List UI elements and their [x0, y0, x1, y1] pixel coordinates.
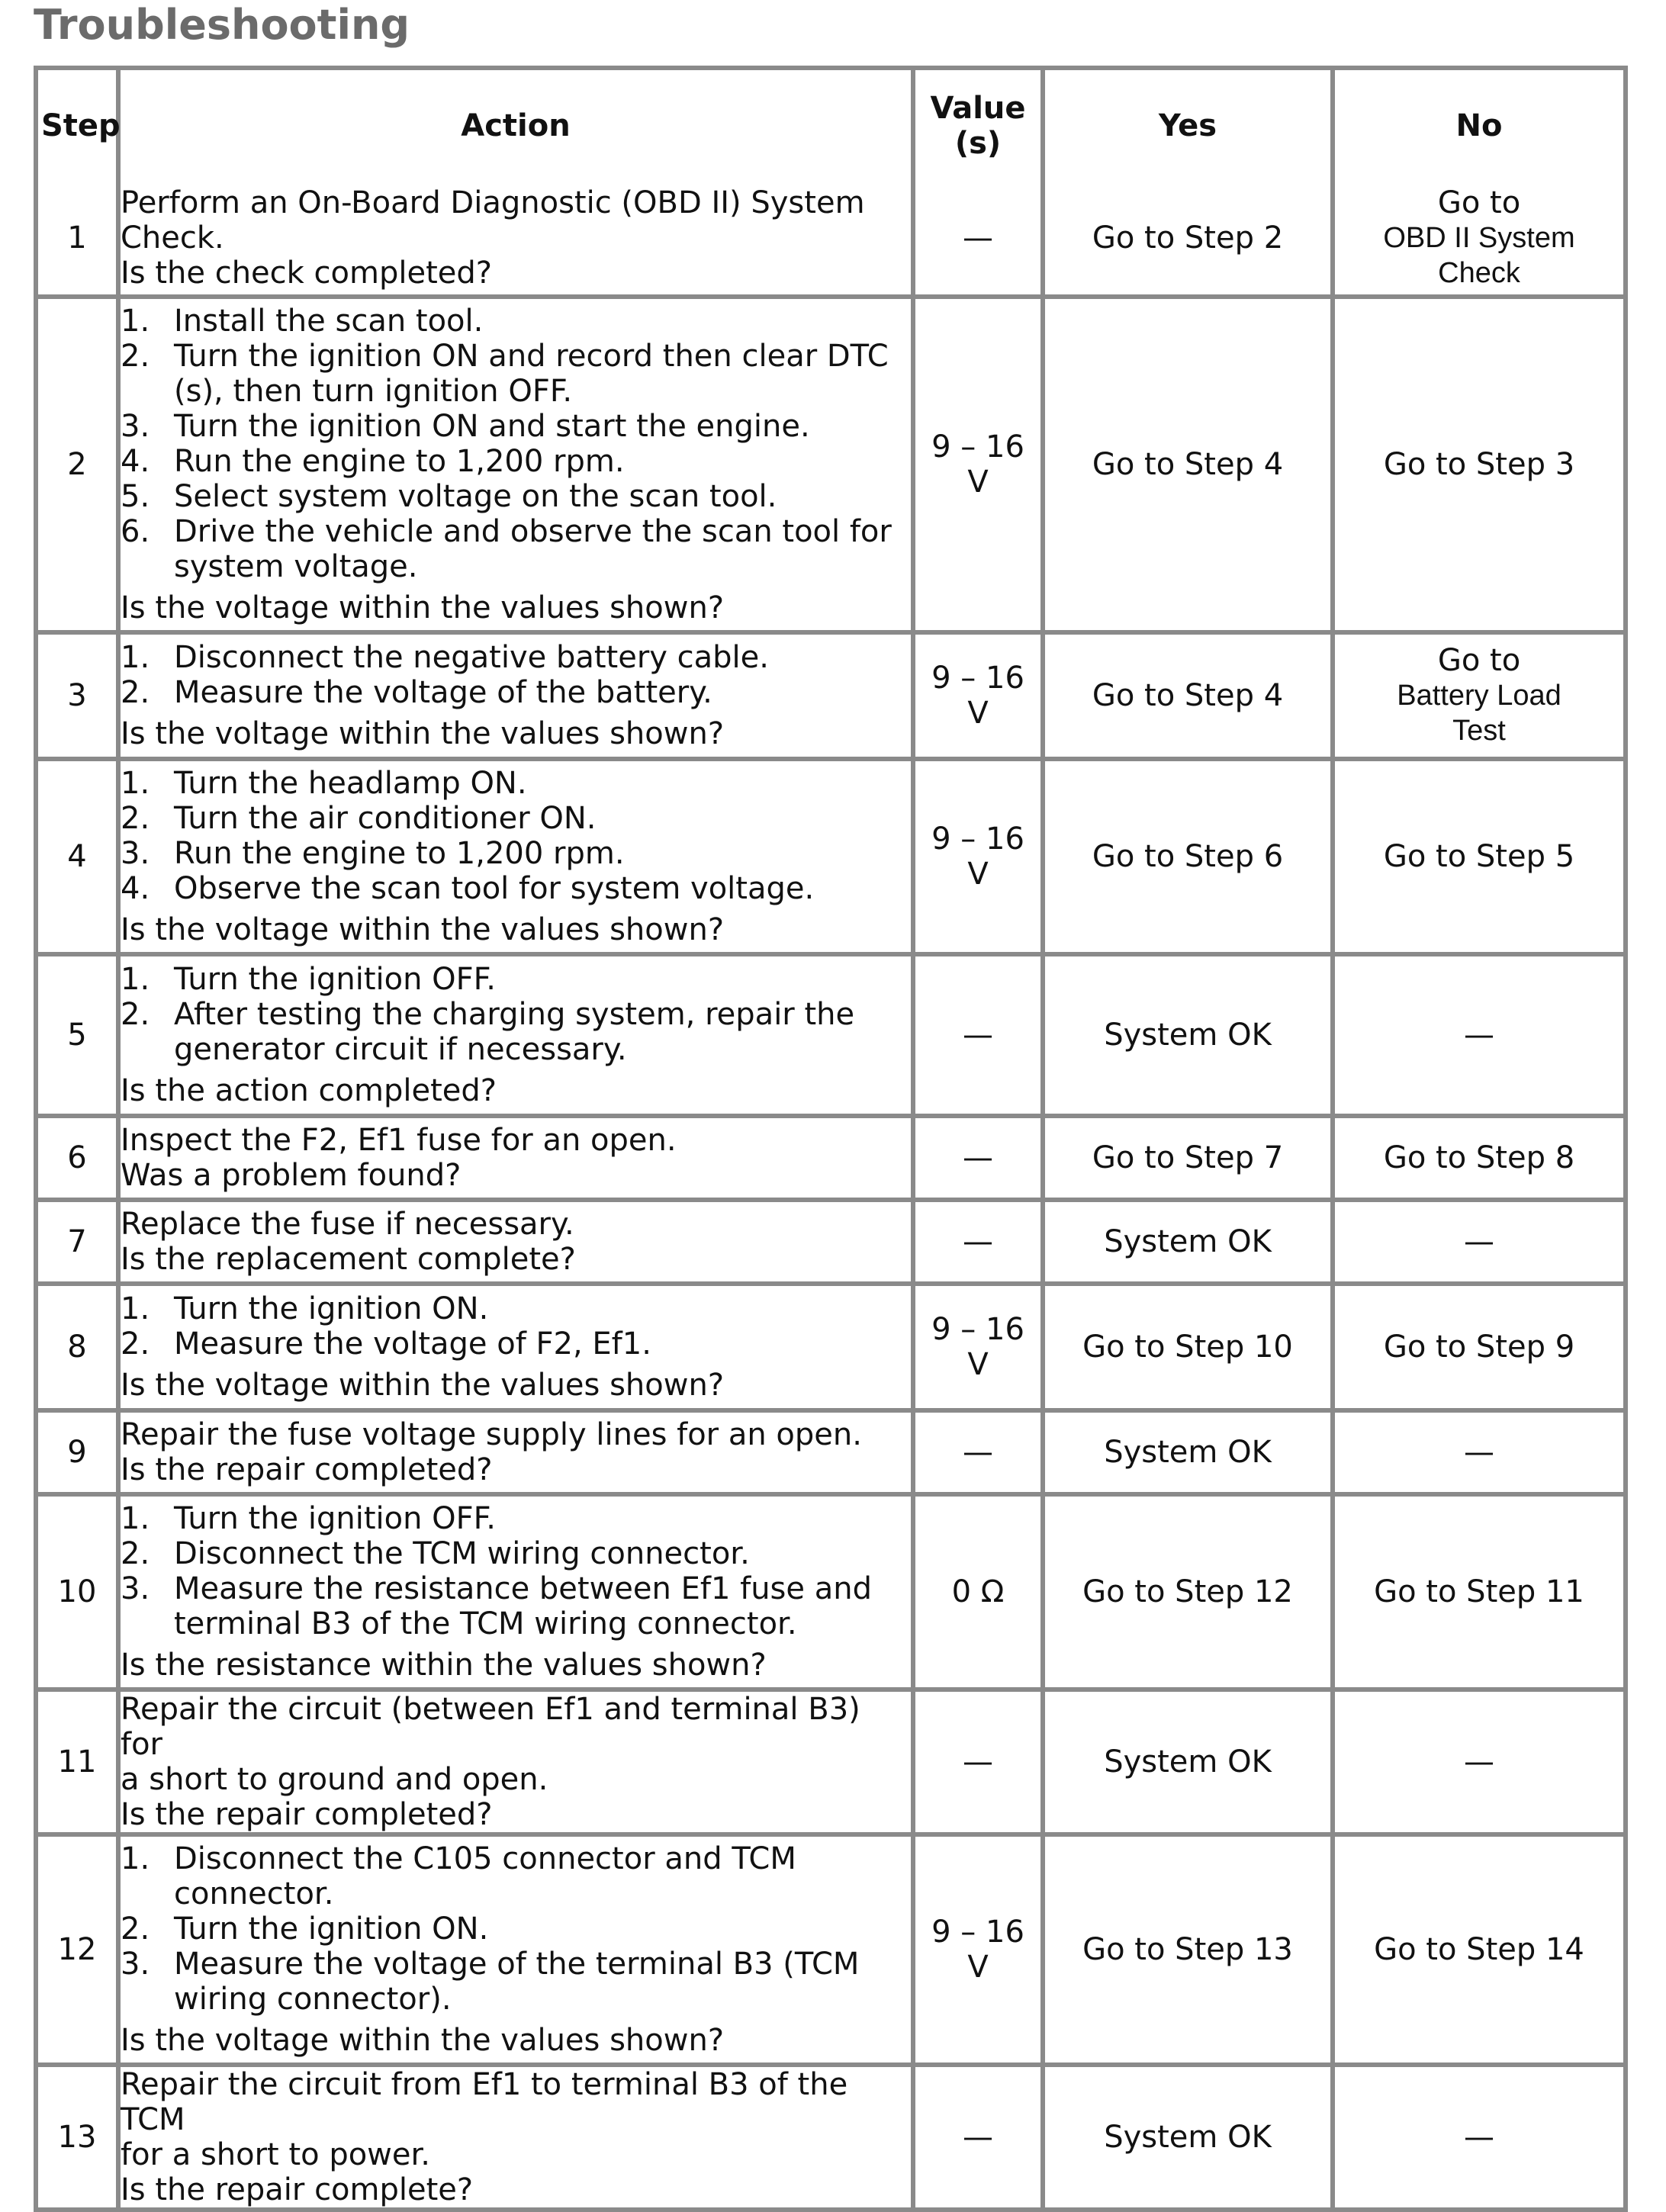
step-text: Drive the vehicle and observe the scan tool for system voltage.	[174, 514, 892, 584]
action-step	[121, 339, 911, 409]
step-text: Measure the resistance between Ef1 fuse and terminal B3 of the TCM wiring connector.	[174, 1571, 872, 1641]
step-text: Measure the voltage of F2, Ef1.	[174, 1326, 651, 1362]
step-index: 1.	[121, 962, 150, 997]
value-cell	[915, 1286, 1045, 1413]
step-text: Install the scan tool.	[174, 304, 484, 339]
step-index: 2.	[121, 675, 150, 710]
step-index: 2.	[121, 1911, 150, 1947]
action-step	[121, 514, 911, 584]
action-question: Is the voltage within the values shown?	[121, 2023, 725, 2058]
step-text: Disconnect the TCM wiring connector.	[174, 1536, 750, 1571]
step-index: 2.	[121, 801, 150, 836]
action-question: Is the voltage within the values shown?	[121, 912, 725, 947]
step-index: 2.	[121, 997, 150, 1032]
step-text: Turn the ignition ON.	[174, 1911, 489, 1947]
action-question: Is the resistance within the values shown?	[121, 1648, 767, 1683]
yes-cell: Go to Step 12	[1045, 1497, 1335, 1692]
step-number: 1	[38, 182, 121, 299]
value-cell: —	[915, 1118, 1045, 1202]
no-cell: Go to Step 11	[1335, 1497, 1623, 1692]
action-cell	[121, 1413, 915, 1497]
value-cell: —	[915, 2067, 1045, 2207]
action-cell	[121, 1692, 915, 1837]
no-cell: —	[1335, 956, 1623, 1118]
step-text: Run the engine to 1,200 rpm.	[174, 836, 625, 871]
action-question: Is the repair completed?	[121, 1797, 493, 1832]
step-index: 4.	[121, 444, 150, 479]
value-line: 9 – 16	[931, 429, 1024, 465]
action-text: Repair the circuit (between Ef1 and terminal B3) for	[121, 1692, 860, 1762]
value-line: 9 – 16	[931, 661, 1024, 696]
action-text: Repair the fuse voltage supply lines for an open.	[121, 1417, 862, 1452]
no-text: OBD II System	[1383, 222, 1575, 254]
step-number: 12	[38, 1837, 121, 2067]
action-step	[121, 997, 911, 1067]
step-text: Turn the ignition OFF.	[174, 1501, 496, 1536]
step-index: 1.	[121, 1501, 150, 1536]
yes-cell: Go to Step 2	[1045, 182, 1335, 299]
yes-cell: Go to Step 4	[1045, 299, 1335, 635]
table-row	[38, 1413, 1623, 1497]
step-number: 9	[38, 1413, 121, 1497]
action-cell	[121, 1202, 915, 1286]
no-text: Check	[1438, 257, 1520, 289]
step-index: 1.	[121, 1841, 150, 1876]
action-step	[121, 479, 911, 514]
action-step	[121, 1326, 911, 1362]
value-cell: —	[915, 1413, 1045, 1497]
action-step	[121, 1947, 911, 2017]
no-cell: Go to Step 8	[1335, 1118, 1623, 1202]
no-cell: Go to Step 9	[1335, 1286, 1623, 1413]
table-row	[38, 761, 1623, 956]
yes-cell: Go to Step 6	[1045, 761, 1335, 956]
no-cell: —	[1335, 1202, 1623, 1286]
step-index: 2.	[121, 1536, 150, 1571]
header-step: Step	[38, 70, 121, 182]
action-step	[121, 1571, 911, 1641]
no-text: Go to	[1437, 643, 1521, 678]
action-question: Was a problem found?	[121, 1158, 462, 1193]
action-step	[121, 409, 911, 444]
step-text: Turn the ignition ON.	[174, 1291, 489, 1326]
action-step	[121, 675, 911, 710]
step-index: 1.	[121, 766, 150, 801]
value-cell	[915, 299, 1045, 635]
troubleshooting-table	[34, 66, 1628, 2212]
step-text: Measure the voltage of the battery.	[174, 675, 712, 710]
action-steps	[121, 962, 911, 1067]
header-value	[915, 70, 1045, 182]
step-index: 1.	[121, 304, 150, 339]
action-question: Is the voltage within the values shown?	[121, 590, 725, 625]
value-line: V	[967, 1950, 989, 1985]
action-text: for a short to power.	[121, 2137, 430, 2172]
step-number: 7	[38, 1202, 121, 1286]
step-number: 4	[38, 761, 121, 956]
no-cell: Go to Step 14	[1335, 1837, 1623, 2067]
step-text: Disconnect the C105 connector and TCM connector.	[174, 1841, 796, 1911]
yes-cell: System OK	[1045, 1202, 1335, 1286]
step-index: 3.	[121, 409, 150, 444]
step-text: Disconnect the negative battery cable.	[174, 640, 769, 675]
action-question: Is the replacement complete?	[121, 1242, 576, 1277]
action-step	[121, 304, 911, 339]
action-steps	[121, 766, 911, 906]
step-text: Run the engine to 1,200 rpm.	[174, 444, 625, 479]
step-text: Turn the ignition OFF.	[174, 962, 496, 997]
action-steps	[121, 1501, 911, 1641]
value-cell	[915, 761, 1045, 956]
action-step	[121, 836, 911, 871]
action-step	[121, 1501, 911, 1536]
step-index: 2.	[121, 1326, 150, 1362]
value-line: 9 – 16	[931, 821, 1024, 857]
no-cell: —	[1335, 1413, 1623, 1497]
value-line: V	[967, 465, 989, 500]
yes-cell: System OK	[1045, 956, 1335, 1118]
step-text: Turn the ignition ON and record then clear DTC (s), then turn ignition OFF.	[174, 339, 889, 409]
action-text: Replace the fuse if necessary.	[121, 1207, 574, 1242]
table-row	[38, 1837, 1623, 2067]
yes-cell: Go to Step 7	[1045, 1118, 1335, 1202]
step-number: 13	[38, 2067, 121, 2207]
action-question: Is the repair complete?	[121, 2172, 474, 2207]
action-step	[121, 444, 911, 479]
value-line: V	[967, 696, 989, 731]
step-number: 5	[38, 956, 121, 1118]
no-cell: —	[1335, 2067, 1623, 2207]
value-line: V	[967, 1347, 989, 1382]
table-row	[38, 1118, 1623, 1202]
step-text: Measure the voltage of the terminal B3 (TCM wiring connector).	[174, 1947, 860, 2017]
value-cell: 0 Ω	[915, 1497, 1045, 1692]
header-value-line-2: (s)	[954, 126, 1002, 161]
step-text: Observe the scan tool for system voltage.	[174, 871, 815, 906]
step-text: After testing the charging system, repair the generator circuit if necessary.	[174, 997, 855, 1067]
yes-cell: System OK	[1045, 2067, 1335, 2207]
action-cell	[121, 2067, 915, 2207]
yes-cell: System OK	[1045, 1413, 1335, 1497]
no-cell: Go to Step 5	[1335, 761, 1623, 956]
value-cell: —	[915, 956, 1045, 1118]
action-question: Is the voltage within the values shown?	[121, 1368, 725, 1403]
action-cell	[121, 635, 915, 761]
no-text: Test	[1452, 715, 1506, 747]
step-number: 10	[38, 1497, 121, 1692]
value-cell	[915, 635, 1045, 761]
table-row	[38, 1202, 1623, 1286]
action-text: Perform an On-Board Diagnostic (OBD II) System	[121, 185, 865, 220]
header-no: No	[1335, 70, 1623, 182]
table-row	[38, 1286, 1623, 1413]
action-cell	[121, 761, 915, 956]
table-row	[38, 299, 1623, 635]
table-row	[38, 635, 1623, 761]
yes-cell: Go to Step 13	[1045, 1837, 1335, 2067]
yes-cell: System OK	[1045, 1692, 1335, 1837]
header-row	[38, 70, 1623, 182]
value-cell	[915, 1837, 1045, 2067]
yes-cell: Go to Step 4	[1045, 635, 1335, 761]
header-action: Action	[121, 70, 915, 182]
step-index: 3.	[121, 1571, 150, 1606]
action-steps	[121, 1841, 911, 2017]
step-text: Turn the air conditioner ON.	[174, 801, 597, 836]
no-text: Battery Load	[1397, 680, 1561, 712]
step-index: 3.	[121, 1947, 150, 1982]
action-cell	[121, 299, 915, 635]
action-cell	[121, 182, 915, 299]
step-text: Turn the headlamp ON.	[174, 766, 527, 801]
step-index: 4.	[121, 871, 150, 906]
no-cell: —	[1335, 1692, 1623, 1837]
action-cell	[121, 1837, 915, 2067]
action-step	[121, 962, 911, 997]
action-step	[121, 640, 911, 675]
action-question: Is the action completed?	[121, 1073, 497, 1108]
action-cell	[121, 1286, 915, 1413]
action-step	[121, 766, 911, 801]
step-number: 6	[38, 1118, 121, 1202]
action-step	[121, 871, 911, 906]
value-cell: —	[915, 1202, 1045, 1286]
step-number: 11	[38, 1692, 121, 1837]
action-question: Is the check completed?	[121, 256, 492, 291]
header-value-line-1: Value	[930, 91, 1026, 126]
action-steps	[121, 304, 911, 584]
action-step	[121, 1291, 911, 1326]
no-cell	[1335, 635, 1623, 761]
action-question: Is the voltage within the values shown?	[121, 716, 725, 751]
action-steps	[121, 1291, 911, 1362]
page-title: Troubleshooting	[34, 1, 410, 49]
step-text: Turn the ignition ON and start the engine.	[174, 409, 810, 444]
yes-cell: Go to Step 10	[1045, 1286, 1335, 1413]
value-line: V	[967, 857, 989, 892]
step-number: 3	[38, 635, 121, 761]
step-index: 1.	[121, 1291, 150, 1326]
action-cell	[121, 1118, 915, 1202]
step-index: 5.	[121, 479, 150, 514]
step-text: Select system voltage on the scan tool.	[174, 479, 777, 514]
no-cell: Go to Step 3	[1335, 299, 1623, 635]
action-question: Is the repair completed?	[121, 1452, 493, 1487]
step-index: 3.	[121, 836, 150, 871]
action-text: Inspect the F2, Ef1 fuse for an open.	[121, 1123, 677, 1158]
action-text: Repair the circuit from Ef1 to terminal B3 of the TCM	[121, 2067, 848, 2137]
action-cell	[121, 1497, 915, 1692]
action-text: a short to ground and open.	[121, 1762, 548, 1797]
action-step	[121, 1911, 911, 1947]
value-cell: —	[915, 182, 1045, 299]
no-cell	[1335, 182, 1623, 299]
action-step	[121, 1536, 911, 1571]
step-index: 2.	[121, 339, 150, 374]
action-steps	[121, 640, 911, 710]
table-row	[38, 956, 1623, 1118]
step-number: 2	[38, 299, 121, 635]
step-index: 6.	[121, 514, 150, 549]
value-line: 9 – 16	[931, 1312, 1024, 1347]
table-row	[38, 1692, 1623, 1837]
table-row	[38, 2067, 1623, 2207]
step-index: 1.	[121, 640, 150, 675]
action-step	[121, 1841, 911, 1911]
step-number: 8	[38, 1286, 121, 1413]
value-line: 9 – 16	[931, 1915, 1024, 1950]
header-yes: Yes	[1045, 70, 1335, 182]
table-row	[38, 182, 1623, 299]
action-text: Check.	[121, 220, 224, 256]
no-text: Go to	[1437, 185, 1521, 220]
value-cell: —	[915, 1692, 1045, 1837]
table-row	[38, 1497, 1623, 1692]
action-cell	[121, 956, 915, 1118]
action-step	[121, 801, 911, 836]
